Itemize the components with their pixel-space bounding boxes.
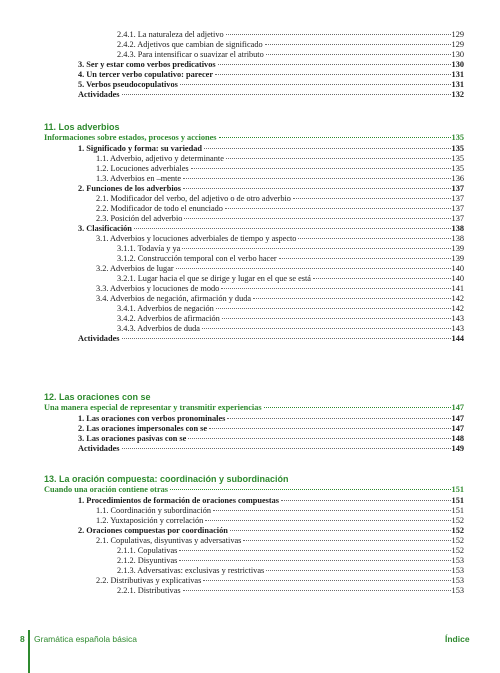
toc-entry-text: 2. Las oraciones impersonales con se xyxy=(78,424,208,433)
toc-entry-text: 2.4.1. La naturaleza del adjetivo xyxy=(117,30,224,39)
toc-entry[interactable] xyxy=(78,80,464,90)
toc-page-number: 131 xyxy=(451,70,464,79)
toc-page-number: 153 xyxy=(451,556,464,565)
footer-section-label: Índice xyxy=(445,634,470,644)
dot-leader xyxy=(215,74,451,75)
toc-entry[interactable] xyxy=(78,414,464,424)
dot-leader xyxy=(205,520,450,521)
dot-leader xyxy=(213,510,451,511)
dot-leader xyxy=(191,168,451,169)
toc-page-number: 149 xyxy=(451,444,464,453)
toc-entry-text: 2.4.3. Para intensificar o suavizar el atributo xyxy=(117,50,264,59)
toc-entry-text: 3.4.3. Adverbios de duda xyxy=(117,324,200,333)
dot-leader xyxy=(203,580,450,581)
toc-entry[interactable] xyxy=(96,506,464,516)
dot-leader xyxy=(202,328,451,329)
toc-page-number: 153 xyxy=(451,576,464,585)
toc-entry[interactable] xyxy=(78,424,464,434)
toc-page-number: 152 xyxy=(451,546,464,555)
chapter-title[interactable]: 12. Las oraciones con se xyxy=(44,392,151,402)
toc-page-number: 135 xyxy=(451,164,464,173)
dot-leader xyxy=(180,84,451,85)
toc-page-number: 135 xyxy=(451,133,464,142)
toc-page-number: 140 xyxy=(451,274,464,283)
toc-entry-text: 5. Verbos pseudocopulativos xyxy=(78,80,178,89)
toc-page-number: 137 xyxy=(451,214,464,223)
toc-entry-text: 2.1.2. Disyuntivas xyxy=(117,556,178,565)
toc-page-number: 129 xyxy=(451,30,464,39)
dot-leader xyxy=(219,137,451,138)
toc-entry[interactable] xyxy=(96,214,464,224)
dot-leader xyxy=(209,428,450,429)
toc-page-number: 130 xyxy=(451,50,464,59)
dot-leader xyxy=(266,54,451,55)
dot-leader xyxy=(226,158,451,159)
toc-entry-text: 3.2. Adverbios de lugar xyxy=(96,264,174,273)
toc-page-number: 142 xyxy=(451,304,464,313)
toc-entry[interactable] xyxy=(117,40,464,50)
toc-entry-text: 2.1.1. Copulativas xyxy=(117,546,178,555)
toc-page-number: 144 xyxy=(451,334,464,343)
toc-entry[interactable] xyxy=(78,60,464,70)
toc-entry[interactable] xyxy=(117,244,464,254)
toc-entry-text: 2.1. Copulativas, disyuntivas y adversativas xyxy=(96,536,242,545)
toc-entry-text: 3. Las oraciones pasivas con se xyxy=(78,434,187,443)
toc-page-number: 137 xyxy=(451,204,464,213)
dot-leader xyxy=(313,278,451,279)
toc-entry-text: 4. Un tercer verbo copulativo: parecer xyxy=(78,70,214,79)
toc-entry-text: 1. Procedimientos de formación de oraciones compuestas xyxy=(78,496,280,505)
footer-page-number: 8 xyxy=(20,634,25,644)
dot-leader xyxy=(122,448,451,449)
dot-leader xyxy=(293,198,451,199)
toc-entry-text: 3.4.2. Adverbios de afirmación xyxy=(117,314,220,323)
toc-entry-text: 1.1. Coordinación y subordinación xyxy=(96,506,211,515)
toc-page-number: 153 xyxy=(451,566,464,575)
toc-page-number: 131 xyxy=(451,80,464,89)
dot-leader xyxy=(264,407,451,408)
toc-page-number: 140 xyxy=(451,264,464,273)
toc-entry-text: 2.2. Distributivas y explicativas xyxy=(96,576,202,585)
toc-entry-text: Cuando una oración contiene otras xyxy=(44,485,168,494)
dot-leader xyxy=(298,238,450,239)
toc-page-number: 137 xyxy=(451,184,464,193)
toc-page-number: 129 xyxy=(451,40,464,49)
toc-entry[interactable] xyxy=(117,314,464,324)
toc-entry-text: 3.1. Adverbios y locuciones adverbiales de tiempo y aspecto xyxy=(96,234,297,243)
chapter-title[interactable]: 11. Los adverbios xyxy=(44,122,120,132)
toc-page-number: 136 xyxy=(451,174,464,183)
dot-leader xyxy=(183,188,451,189)
toc-entry[interactable] xyxy=(117,546,464,556)
chapter-subtitle[interactable] xyxy=(44,485,464,495)
dot-leader xyxy=(226,34,451,35)
toc-entry[interactable] xyxy=(96,194,464,204)
toc-page-number: 147 xyxy=(451,403,464,412)
toc-page-number: 151 xyxy=(451,506,464,515)
toc-entry[interactable] xyxy=(117,324,464,334)
toc-entry[interactable] xyxy=(96,516,464,526)
dot-leader xyxy=(176,268,451,269)
dot-leader xyxy=(221,288,450,289)
toc-entry[interactable] xyxy=(117,304,464,314)
toc-page-number: 132 xyxy=(451,90,464,99)
toc-entry-text: 3.3. Adverbios y locuciones de modo xyxy=(96,284,220,293)
toc-entry[interactable] xyxy=(78,334,464,344)
toc-entry-text: 3.1.1. Todavía y ya xyxy=(117,244,181,253)
dot-leader xyxy=(216,308,451,309)
toc-entry-text: 2. Oraciones compuestas por coordinación xyxy=(78,526,228,535)
toc-page-number: 148 xyxy=(451,434,464,443)
toc-page-number: 139 xyxy=(451,244,464,253)
toc-entry-text: 2.1. Modificador del verbo, del adjetivo o de otro adverbio xyxy=(96,194,291,203)
toc-entry[interactable] xyxy=(78,496,464,506)
toc-entry-text: 3. Ser y estar como verbos predicativos xyxy=(78,60,216,69)
dot-leader xyxy=(182,248,450,249)
toc-page-number: 151 xyxy=(451,496,464,505)
toc-entry[interactable] xyxy=(78,224,464,234)
toc-entry-text: 3.4. Adverbios de negación, afirmación y duda xyxy=(96,294,252,303)
toc-entry[interactable] xyxy=(96,174,464,184)
toc-entry[interactable] xyxy=(78,184,464,194)
toc-entry[interactable] xyxy=(96,264,464,274)
dot-leader xyxy=(227,418,450,419)
dot-leader xyxy=(183,178,451,179)
toc-entry[interactable] xyxy=(78,526,464,536)
toc-entry[interactable] xyxy=(96,576,464,586)
dot-leader xyxy=(243,540,450,541)
toc-entry[interactable] xyxy=(117,274,464,284)
toc-page-number: 152 xyxy=(451,536,464,545)
toc-entry[interactable] xyxy=(78,90,464,100)
toc-entry-text: 1. Las oraciones con verbos pronominales xyxy=(78,414,226,423)
dot-leader xyxy=(281,500,451,501)
toc-entry[interactable] xyxy=(117,566,464,576)
toc-entry[interactable] xyxy=(117,556,464,566)
toc-entry[interactable] xyxy=(78,70,464,80)
dot-leader xyxy=(266,570,450,571)
toc-entry[interactable] xyxy=(96,234,464,244)
toc-entry[interactable] xyxy=(96,536,464,546)
toc-entry-text: Actividades xyxy=(78,444,120,453)
chapter-title[interactable]: 13. La oración compuesta: coordinación y subordinación xyxy=(44,474,289,484)
dot-leader xyxy=(253,298,450,299)
toc-entry[interactable] xyxy=(78,144,464,154)
dot-leader xyxy=(184,218,450,219)
toc-entry[interactable] xyxy=(96,294,464,304)
toc-page-number: 130 xyxy=(451,60,464,69)
footer-rule xyxy=(28,630,30,673)
dot-leader xyxy=(170,489,451,490)
toc-page-number: 135 xyxy=(451,144,464,153)
toc-entry-text: 1.2. Yuxtaposición y correlación xyxy=(96,516,204,525)
toc-page-number: 143 xyxy=(451,314,464,323)
dot-leader xyxy=(218,64,451,65)
toc-entry-text: 2.1.3. Adversativas: exclusivas y restrictivas xyxy=(117,566,265,575)
toc-entry-text: Una manera especial de representar y transmitir experiencias xyxy=(44,403,262,412)
toc-page-number: 135 xyxy=(451,154,464,163)
dot-leader xyxy=(279,258,451,259)
toc-page-number: 152 xyxy=(451,516,464,525)
dot-leader xyxy=(179,550,450,551)
toc-entry-text: 1. Significado y forma: su variedad xyxy=(78,144,202,153)
toc-entry[interactable] xyxy=(96,154,464,164)
toc-entry-text: 2.2. Modificador de todo el enunciado xyxy=(96,204,223,213)
toc-entry[interactable] xyxy=(96,204,464,214)
dot-leader xyxy=(188,438,450,439)
toc-entry-text: 3. Clasificación xyxy=(78,224,132,233)
toc-page-number: 153 xyxy=(451,586,464,595)
chapter-subtitle[interactable] xyxy=(44,133,464,143)
toc-entry-text: 2.4.2. Adjetivos que cambian de significado xyxy=(117,40,263,49)
toc-entry[interactable] xyxy=(117,586,464,596)
toc-page-number: 151 xyxy=(451,485,464,494)
toc-page-number: 152 xyxy=(451,526,464,535)
toc-entry-text: Actividades xyxy=(78,334,120,343)
toc-entry-text: 1.2. Locuciones adverbiales xyxy=(96,164,189,173)
toc-entry[interactable] xyxy=(78,444,464,454)
toc-page-number: 138 xyxy=(451,224,464,233)
toc-page-number: 147 xyxy=(451,424,464,433)
toc-entry-text: 2.2.1. Distributivas xyxy=(117,586,181,595)
toc-page-number: 142 xyxy=(451,294,464,303)
toc-entry-text: 2.3. Posición del adverbio xyxy=(96,214,183,223)
toc-page-number: 138 xyxy=(451,234,464,243)
toc-page-number: 143 xyxy=(451,324,464,333)
toc-entry-text: 3.1.2. Construcción temporal con el verbo hacer xyxy=(117,254,277,263)
toc-entry-text: 1.3. Adverbios en –mente xyxy=(96,174,182,183)
dot-leader xyxy=(265,44,451,45)
toc-entry[interactable] xyxy=(78,434,464,444)
toc-entry-text: Informaciones sobre estados, procesos y acciones xyxy=(44,133,217,142)
toc-entry-text: Actividades xyxy=(78,90,120,99)
dot-leader xyxy=(204,148,451,149)
dot-leader xyxy=(179,560,450,561)
toc-page-number: 137 xyxy=(451,194,464,203)
dot-leader xyxy=(134,228,451,229)
dot-leader xyxy=(183,590,451,591)
toc-page-number: 147 xyxy=(451,414,464,423)
toc-entry[interactable] xyxy=(96,284,464,294)
toc-entry[interactable] xyxy=(117,30,464,40)
dot-leader xyxy=(225,208,451,209)
footer-book-title: Gramática española básica xyxy=(34,634,138,644)
chapter-subtitle[interactable] xyxy=(44,403,464,413)
toc-entry-text: 2. Funciones de los adverbios xyxy=(78,184,182,193)
toc-page-number: 141 xyxy=(451,284,464,293)
toc-entry[interactable] xyxy=(96,164,464,174)
dot-leader xyxy=(230,530,451,531)
dot-leader xyxy=(122,94,451,95)
dot-leader xyxy=(122,338,451,339)
dot-leader xyxy=(222,318,451,319)
toc-entry-text: 3.4.1. Adverbios de negación xyxy=(117,304,214,313)
toc-entry[interactable] xyxy=(117,254,464,264)
toc-entry-text: 3.2.1. Lugar hacia el que se dirige y lugar en el que se está xyxy=(117,274,311,283)
toc-entry-text: 1.1. Adverbio, adjetivo y determinante xyxy=(96,154,224,163)
toc-entry[interactable] xyxy=(117,50,464,60)
toc-page-number: 139 xyxy=(451,254,464,263)
